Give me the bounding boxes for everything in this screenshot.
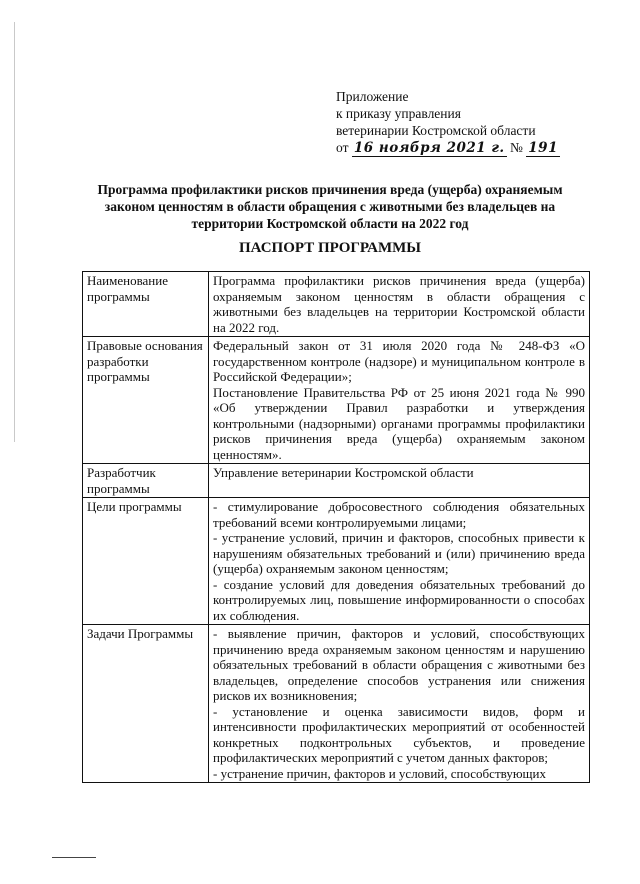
appendix-block [336, 88, 560, 157]
row-paragraph: - создание условий для доведения обязательных требований до контролируемых лиц, повышение информированности о способах их соблюдения. [213, 576, 585, 623]
from-label: от [336, 140, 349, 155]
table-row [83, 464, 590, 498]
row-label: Наименование программы [83, 272, 209, 337]
row-paragraph: - стимулирование добросовестного соблюдения обязательных требований всеми контролируемыми лицами; [213, 499, 585, 530]
table-row [83, 498, 590, 625]
passport-table-body [83, 272, 590, 783]
passport-table [82, 271, 590, 783]
appendix-line-2: к приказу управления [336, 106, 461, 121]
row-label: Разработчик программы [83, 464, 209, 498]
appendix-line-1: Приложение [336, 89, 409, 104]
row-paragraph: - устранение причин, факторов и условий, способствующих [213, 765, 546, 781]
number-label: № [510, 140, 523, 155]
row-label: Правовые основания разработки программы [83, 337, 209, 464]
row-label: Задачи Программы [83, 625, 209, 783]
appendix-date-line [336, 139, 560, 157]
row-label: Цели программы [83, 498, 209, 625]
passport-heading: ПАСПОРТ ПРОГРАММЫ [238, 240, 422, 256]
handwritten-number: 191 [528, 140, 558, 156]
footnote-line [52, 857, 96, 858]
appendix-line-3: ветеринарии Костромской области [336, 123, 536, 138]
scan-edge-mark [14, 22, 15, 442]
row-value [209, 625, 590, 783]
table-row [83, 337, 590, 464]
row-paragraph: Федеральный закон от 31 июля 2020 года № 248-ФЗ «О государственном контроле (надзоре) и муниципальном контроле в Российской Федерации»; [213, 338, 585, 384]
row-paragraph: Программа профилактики рисков причинения вреда (ущерба) охраняемым законом ценностям в области обращения с животными без владельцев на территории Костромской области на 2022 год. [213, 273, 585, 335]
row-paragraph: - выявление причин, факторов и условий, способствующих причинению вреда охраняемым законом ценностям и нарушению обязательных требований в области обращения с животными без владельцев, определение способов устранения или снижения рисков их возникновения; [213, 626, 585, 703]
document-title: Программа профилактики рисков причинения вреда (ущерба) охраняемым законом ценностям в области обращения с животными без владельцев на территории Костромской области на 2022 год [97, 182, 563, 231]
row-paragraph: Управление ветеринарии Костромской области [213, 465, 474, 480]
row-value [209, 272, 590, 337]
row-paragraph: Постановление Правительства РФ от 25 июня 2021 года № 990 «Об утверждении Правил разработки и утверждения контрольными (надзорными) органами программы профилактики рисков причинения вреда (ущерба) охраняемым законом ценностям». [213, 384, 585, 462]
row-value [209, 337, 590, 464]
row-value [209, 498, 590, 625]
table-row [83, 272, 590, 337]
row-paragraph: - устранение условий, причин и факторов, способных привести к нарушениям обязательных требований и (или) причинению вреда (ущерба) охраняемым законом ценностям; [213, 530, 585, 576]
row-paragraph: - установление и оценка зависимости видов, форм и интенсивности профилактических мероприятий от особенностей конкретных подконтрольных субъектов, и проведение профилактических мероприятий с учетом данных факторов; [213, 703, 585, 765]
row-value [209, 464, 590, 498]
table-row [83, 625, 590, 783]
handwritten-date: 16 ноября 2021 г. [353, 140, 505, 156]
